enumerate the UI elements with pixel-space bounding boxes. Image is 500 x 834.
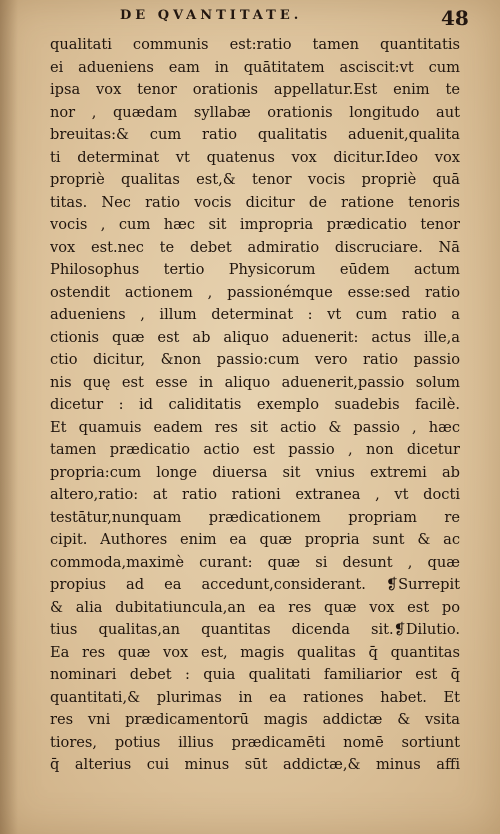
page-number: 48	[441, 6, 469, 30]
text-line: ei adueniens eam in quātitatem asciscit:vt cum	[50, 58, 460, 76]
text-line: tius qualitas,an quantitas dicenda sit.❡Dilutio.	[50, 621, 460, 638]
text-line: vox est.nec te debet admiratio discruciare. Nā	[50, 238, 460, 256]
text-line: qualitati communis est:ratio tamen quantitatis	[50, 36, 460, 53]
text-line: ti determinat vt quatenus vox dicitur.Ideo vox	[50, 148, 460, 166]
text-line: ctionis quæ est ab aliquo aduenerit: actus ille,a	[50, 328, 460, 346]
text-line: propria:cum longe diuersa sit vnius extremi ab	[50, 463, 460, 481]
running-title: DE QVANTITATE.	[120, 8, 303, 23]
text-line: titas. Nec ratio vocis dicitur de ratione tenoris	[50, 193, 460, 211]
text-line: nor , quædam syllabæ orationis longitudo aut	[50, 103, 460, 121]
text-line: nis quę est esse in aliquo aduenerit,passio solum	[50, 373, 460, 391]
body-text	[50, 34, 460, 777]
text-line: ctio dicitur, &non passio:cum vero ratio passio	[50, 351, 460, 368]
text-line: res vni prædicamentorū magis addictæ & vsita	[50, 711, 460, 728]
text-line: & alia dubitatiuncula,an ea res quæ vox est po	[50, 598, 460, 616]
text-line: tiores, potius illius prædicamēti nomē sortiunt	[50, 733, 460, 751]
text-line: tamen prædicatio actio est passio , non dicetur	[50, 441, 460, 458]
text-line: propius ad ea accedunt,considerant. ❡Surrepit	[50, 576, 460, 593]
text-line: propriè qualitas est,& tenor vocis propriè quā	[50, 171, 460, 188]
gutter-shadow	[0, 0, 18, 834]
text-line: vocis , cum hæc sit impropria prædicatio tenor	[50, 216, 460, 233]
text-line: cipit. Authores enim ea quæ propria sunt & ac	[50, 531, 460, 548]
text-line: ostendit actionem , passionémque esse:sed ratio	[50, 283, 460, 301]
text-line: Philosophus tertio Physicorum eūdem actum	[50, 261, 460, 278]
text-line: testātur,nunquam prædicationem propriam re	[50, 508, 460, 526]
text-line: adueniens , illum determinat : vt cum ratio a	[50, 306, 460, 323]
text-line: commoda,maximè curant: quæ si desunt , quæ	[50, 553, 460, 571]
text-line: nominari debet : quia qualitati familiarior est q̄	[50, 666, 460, 683]
text-line: Ea res quæ vox est, magis qualitas q̄ quantitas	[50, 643, 460, 661]
text-line: Et quamuis eadem res sit actio & passio , hæc	[50, 418, 460, 436]
text-line: q̄ alterius cui minus sūt addictæ,& minus affi	[50, 756, 460, 773]
text-line: breuitas:& cum ratio qualitatis aduenit,qualita	[50, 126, 460, 143]
text-line: dicetur : id caliditatis exemplo suadebis facilè.	[50, 396, 460, 413]
text-line: ipsa vox tenor orationis appellatur.Est enim te	[50, 81, 460, 98]
text-line: altero,ratio: at ratio rationi extranea , vt docti	[50, 486, 460, 503]
text-line: quantitati,& plurimas in ea rationes habet. Et	[50, 688, 460, 706]
